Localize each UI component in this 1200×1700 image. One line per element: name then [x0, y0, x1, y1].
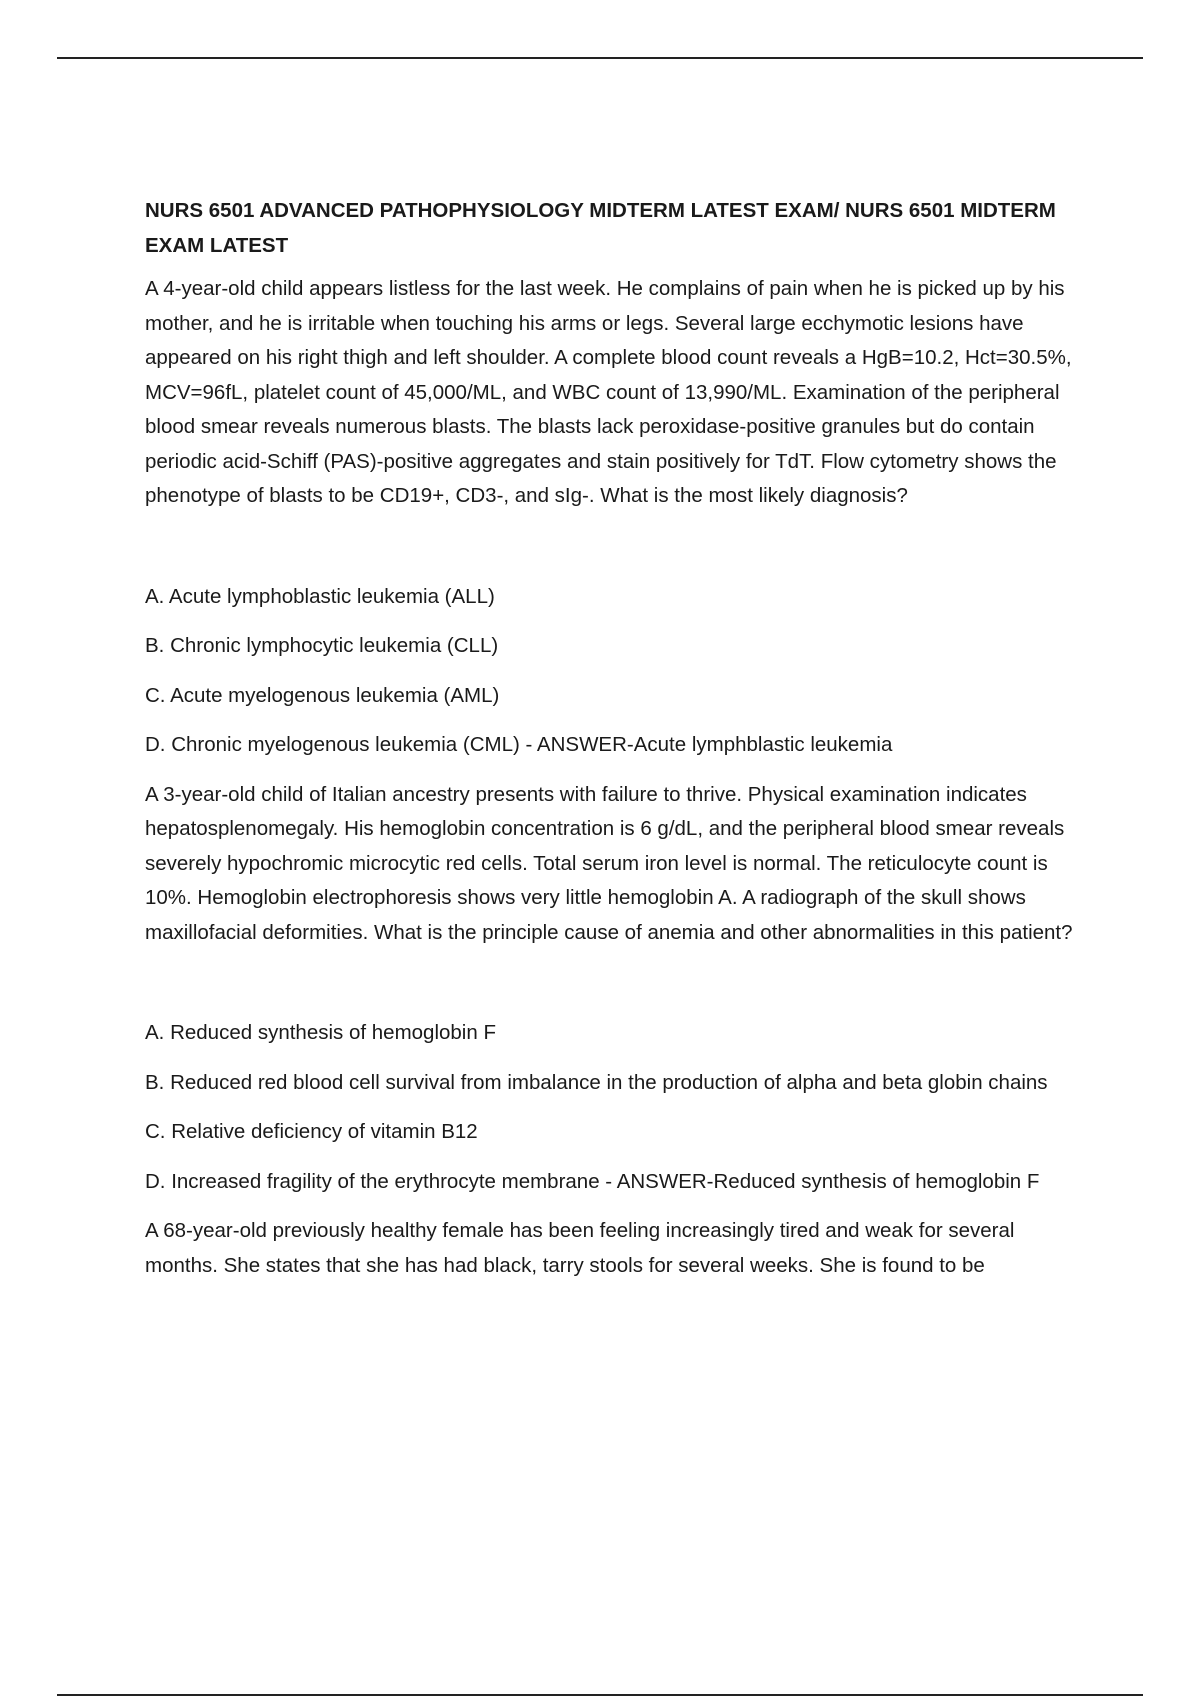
question-stem: A 4-year-old child appears listless for the last week. He complains of pain when he is picked up by his mother, and he is irritable when touching his arms or legs. Several large ecchymotic lesions have appeared on his right thigh and left shoulder. A complete blood count reveals a HgB=10.2, Hct=30.5%, MCV=96fL, platelet count of 45,000/ML, and WBC count of 13,990/ML. Examination of the peripheral blood smear reveals numerous blasts. The blasts lack peroxidase-positive granules but do contain periodic acid-Schiff (PAS)-positive aggregates and stain positively for TdT. Flow cytometry shows the phenotype of blasts to be CD19+, CD3-, and sIg-. What is the most likely diagnosis?: [145, 277, 1072, 507]
question-2: [145, 778, 1085, 1200]
header-rule: [57, 57, 1143, 59]
answer-option-with-answer: D. Chronic myelogenous leukemia (CML) - ANSWER-Acute lymphblastic leukemia: [145, 733, 893, 756]
answer-option: B. Chronic lymphocytic leukemia (CLL): [145, 634, 499, 657]
question-3: [145, 1214, 1085, 1283]
answer-option: C. Relative deficiency of vitamin B12: [145, 1120, 478, 1143]
question-stem: A 3-year-old child of Italian ancestry presents with failure to thrive. Physical examination indicates hepatosplenomegaly. His hemoglobin concentration is 6 g/dL, and the peripheral blood smear reveals severely hypochromic microcytic red cells. Total serum iron level is normal. The reticulocyte count is 10%. Hemoglobin electrophoresis shows very little hemoglobin A. A radiograph of the skull shows maxillofacial deformities. What is the principle cause of anemia and other abnormalities in this patient?: [145, 782, 1073, 944]
document-title: NURS 6501 ADVANCED PATHOPHYSIOLOGY MIDTERM LATEST EXAM/ NURS 6501 MIDTERM EXAM LATEST: [145, 199, 1056, 257]
answer-option: A. Reduced synthesis of hemoglobin F: [145, 1021, 496, 1044]
question-1: [145, 272, 1085, 763]
document-body: [145, 193, 1085, 1298]
answer-option-with-answer: D. Increased fragility of the erythrocyte membrane - ANSWER-Reduced synthesis of hemoglobin F: [145, 1169, 1040, 1193]
answer-option: C. Acute myelogenous leukemia (AML): [145, 683, 500, 707]
footer-rule: [57, 1694, 1143, 1696]
spacer: [145, 529, 1085, 580]
answer-option: A. Acute lymphoblastic leukemia (ALL): [145, 584, 495, 608]
question-stem: A 68-year-old previously healthy female has been feeling increasingly tired and weak for several months. She states that she has had black, tarry stools for several weeks. She is found to be: [145, 1219, 1015, 1277]
answer-option: B. Reduced red blood cell survival from imbalance in the production of alpha and beta globin chains: [145, 1070, 1048, 1094]
spacer: [145, 965, 1085, 1016]
